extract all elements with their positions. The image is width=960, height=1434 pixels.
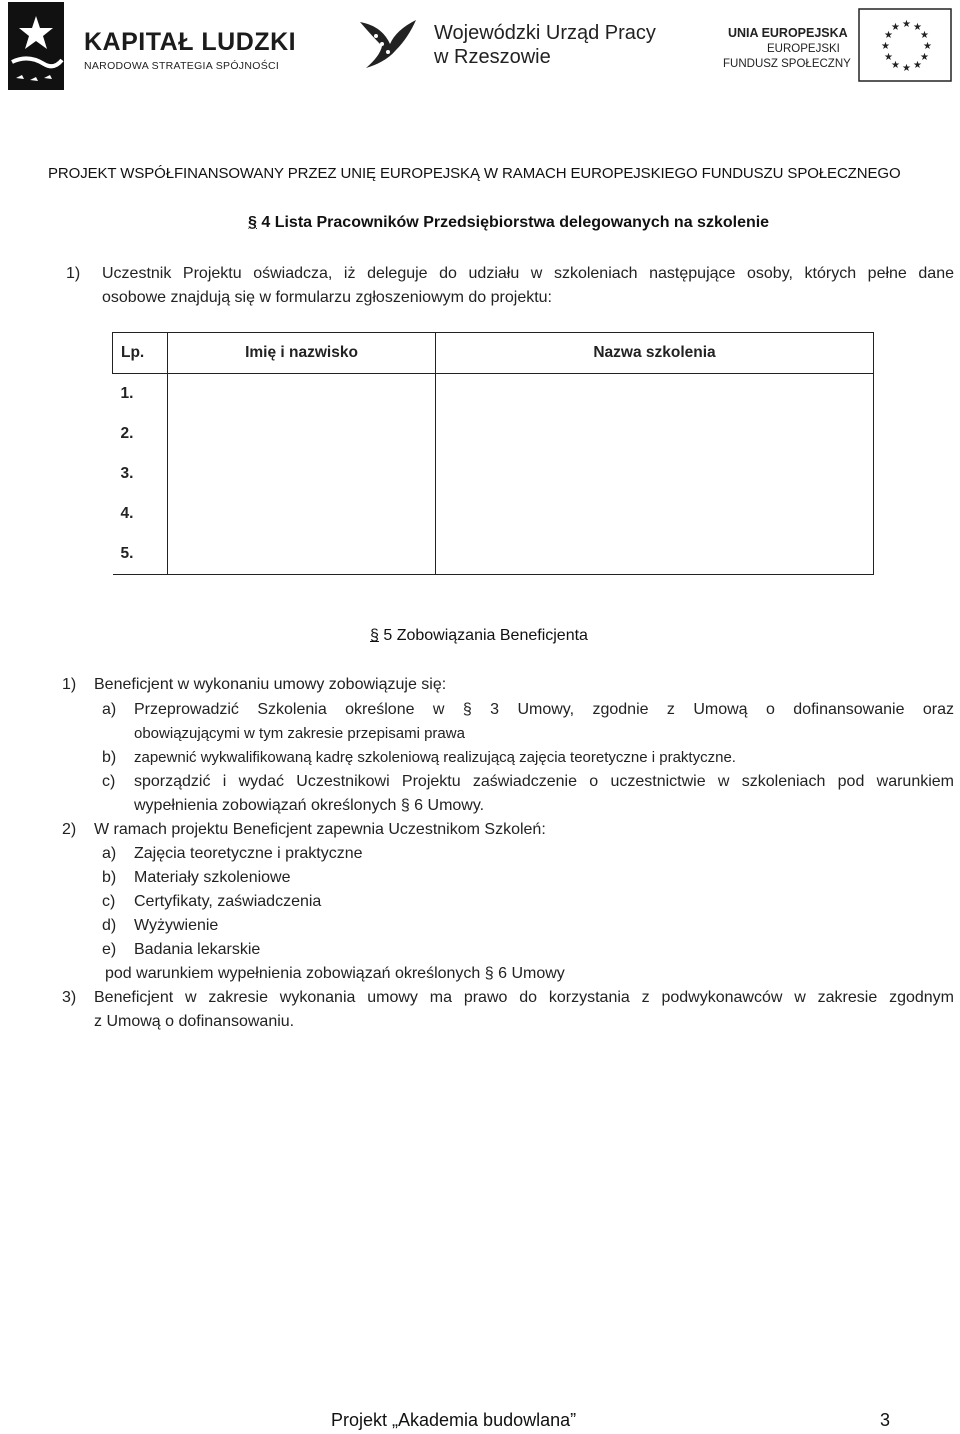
svg-text:★: ★ xyxy=(902,63,911,74)
table-row xyxy=(113,374,874,415)
table-row xyxy=(113,494,874,534)
eu-flag-icon xyxy=(858,8,952,82)
eu-line2: EUROPEJSKI xyxy=(767,43,840,55)
section5-p3-line1: Beneficjent w zakresie wykonania umowy ma prawo do korzystania z podwykonawców w zakresie zgodnym xyxy=(94,989,954,1006)
section5-p2-text: W ramach projektu Beneficjent zapewnia Uczestnikom Szkoleń: xyxy=(94,821,546,838)
section-symbol: § xyxy=(248,214,257,231)
kapital-ludzki-subtitle: NARODOWA STRATEGIA SPÓJNOŚCI xyxy=(84,60,280,72)
section5-p1a-line1: Przeprowadzić Szkolenia określone w § 3 Umowy, zgodnie z Umową o dofinansowanie oraz xyxy=(134,701,954,718)
training-cell[interactable] xyxy=(436,374,874,415)
section5-p2-condition: pod warunkiem wypełnienia zobowiązań określonych § 6 Umowy xyxy=(105,965,565,982)
section5-p2-number: 2) xyxy=(62,821,77,838)
kapital-ludzki-logo xyxy=(8,2,64,90)
name-cell[interactable] xyxy=(168,494,436,534)
column-header-lp: Lp. xyxy=(113,333,168,374)
svg-text:★: ★ xyxy=(902,19,911,30)
section5-p1-number: 1) xyxy=(62,676,77,693)
section4-item1-line1: Uczestnik Projektu oświadcza, iż deleguje do udziału w szkoleniach następujące osoby, których pełne dane xyxy=(102,265,954,282)
name-cell[interactable] xyxy=(168,374,436,415)
training-cell[interactable] xyxy=(436,494,874,534)
training-cell[interactable] xyxy=(436,454,874,494)
svg-text:★: ★ xyxy=(881,41,890,52)
row-number: 3. xyxy=(113,454,168,494)
column-header-name: Imię i nazwisko xyxy=(168,333,436,374)
section4-item1-number: 1) xyxy=(66,265,81,282)
section5-p1-text: Beneficjent w wykonaniu umowy zobowiązuje się: xyxy=(94,676,447,693)
section5-p1a-line2: obowiązującymi w tym zakresie przepisami prawa xyxy=(134,725,465,742)
list-item: Zajęcia teoretyczne i praktyczne xyxy=(134,845,363,862)
employee-table xyxy=(112,332,874,575)
section5-p3-line2: z Umową o dofinansowaniu. xyxy=(94,1013,295,1030)
svg-text:★: ★ xyxy=(920,52,929,63)
eu-line3: FUNDUSZ SPOŁECZNY xyxy=(723,58,851,70)
section5-p1c-letter: c) xyxy=(102,773,116,790)
section4-heading xyxy=(248,214,769,232)
list-item: Certyfikaty, zaświadczenia xyxy=(134,893,322,910)
section4-title: 4 Lista Pracowników Przedsiębiorstwa delegowanych na szkolenie xyxy=(261,214,770,231)
table-row xyxy=(113,534,874,575)
list-item-letter: c) xyxy=(102,893,116,910)
training-cell[interactable] xyxy=(436,534,874,575)
row-number: 4. xyxy=(113,494,168,534)
list-item-letter: e) xyxy=(102,941,117,958)
section5-p1b-text: zapewnić wykwalifikowaną kadrę szkoleniową realizującą zajęcia teoretyczne i praktyczne. xyxy=(134,749,736,766)
kapital-ludzki-title: KAPITAŁ LUDZKI xyxy=(84,28,297,56)
table-header-row xyxy=(113,333,874,374)
row-number: 2. xyxy=(113,414,168,454)
wup-name-line1: Wojewódzki Urząd Pracy xyxy=(434,22,656,44)
section5-p1c-line2: wypełnienia zobowiązań określonych § 6 Umowy. xyxy=(134,797,485,814)
footer-project-name: Projekt „Akademia budowlana” xyxy=(331,1410,577,1430)
section-symbol: § xyxy=(370,627,379,644)
section5-title: 5 Zobowiązania Beneficjenta xyxy=(383,627,588,644)
svg-text:★: ★ xyxy=(920,30,929,41)
svg-text:★: ★ xyxy=(913,60,922,71)
section5-p1c-line1: sporządzić i wydać Uczestnikowi Projektu zaświadczenie o uczestnictwie w szkoleniach pod warunkiem xyxy=(134,773,954,790)
page-number: 3 xyxy=(880,1410,891,1430)
wup-bird-icon xyxy=(356,16,426,72)
list-item: Materiały szkoleniowe xyxy=(134,869,291,886)
list-item: Wyżywienie xyxy=(134,917,219,934)
name-cell[interactable] xyxy=(168,414,436,454)
svg-text:★: ★ xyxy=(891,22,900,33)
list-item-letter: b) xyxy=(102,869,117,886)
row-number: 5. xyxy=(113,534,168,575)
section5-heading xyxy=(370,627,588,645)
name-cell[interactable] xyxy=(168,454,436,494)
list-item-letter: a) xyxy=(102,845,117,862)
svg-text:★: ★ xyxy=(923,41,932,52)
section5-p1b-letter: b) xyxy=(102,749,117,766)
list-item: Badania lekarskie xyxy=(134,941,261,958)
wup-name-line2: w Rzeszowie xyxy=(434,46,551,68)
cofinancing-banner: PROJEKT WSPÓŁFINANSOWANY PRZEZ UNIĘ EUROPEJSKĄ W RAMACH EUROPEJSKIEGO FUNDUSZU SPOŁECZNEGO xyxy=(48,165,901,182)
section5-p3-number: 3) xyxy=(62,989,77,1006)
section5-p1a-letter: a) xyxy=(102,701,117,718)
training-cell[interactable] xyxy=(436,414,874,454)
name-cell[interactable] xyxy=(168,534,436,575)
column-header-training: Nazwa szkolenia xyxy=(436,333,874,374)
list-item-letter: d) xyxy=(102,917,117,934)
table-row xyxy=(113,454,874,494)
svg-text:★: ★ xyxy=(913,22,922,33)
section4-item1-line2: osobowe znajdują się w formularzu zgłoszeniowym do projektu: xyxy=(102,289,552,306)
row-number: 1. xyxy=(113,374,168,415)
table-row xyxy=(113,414,874,454)
svg-text:★: ★ xyxy=(891,60,900,71)
svg-text:★: ★ xyxy=(884,30,893,41)
eu-title: UNIA EUROPEJSKA xyxy=(728,26,848,40)
svg-text:★: ★ xyxy=(884,52,893,63)
